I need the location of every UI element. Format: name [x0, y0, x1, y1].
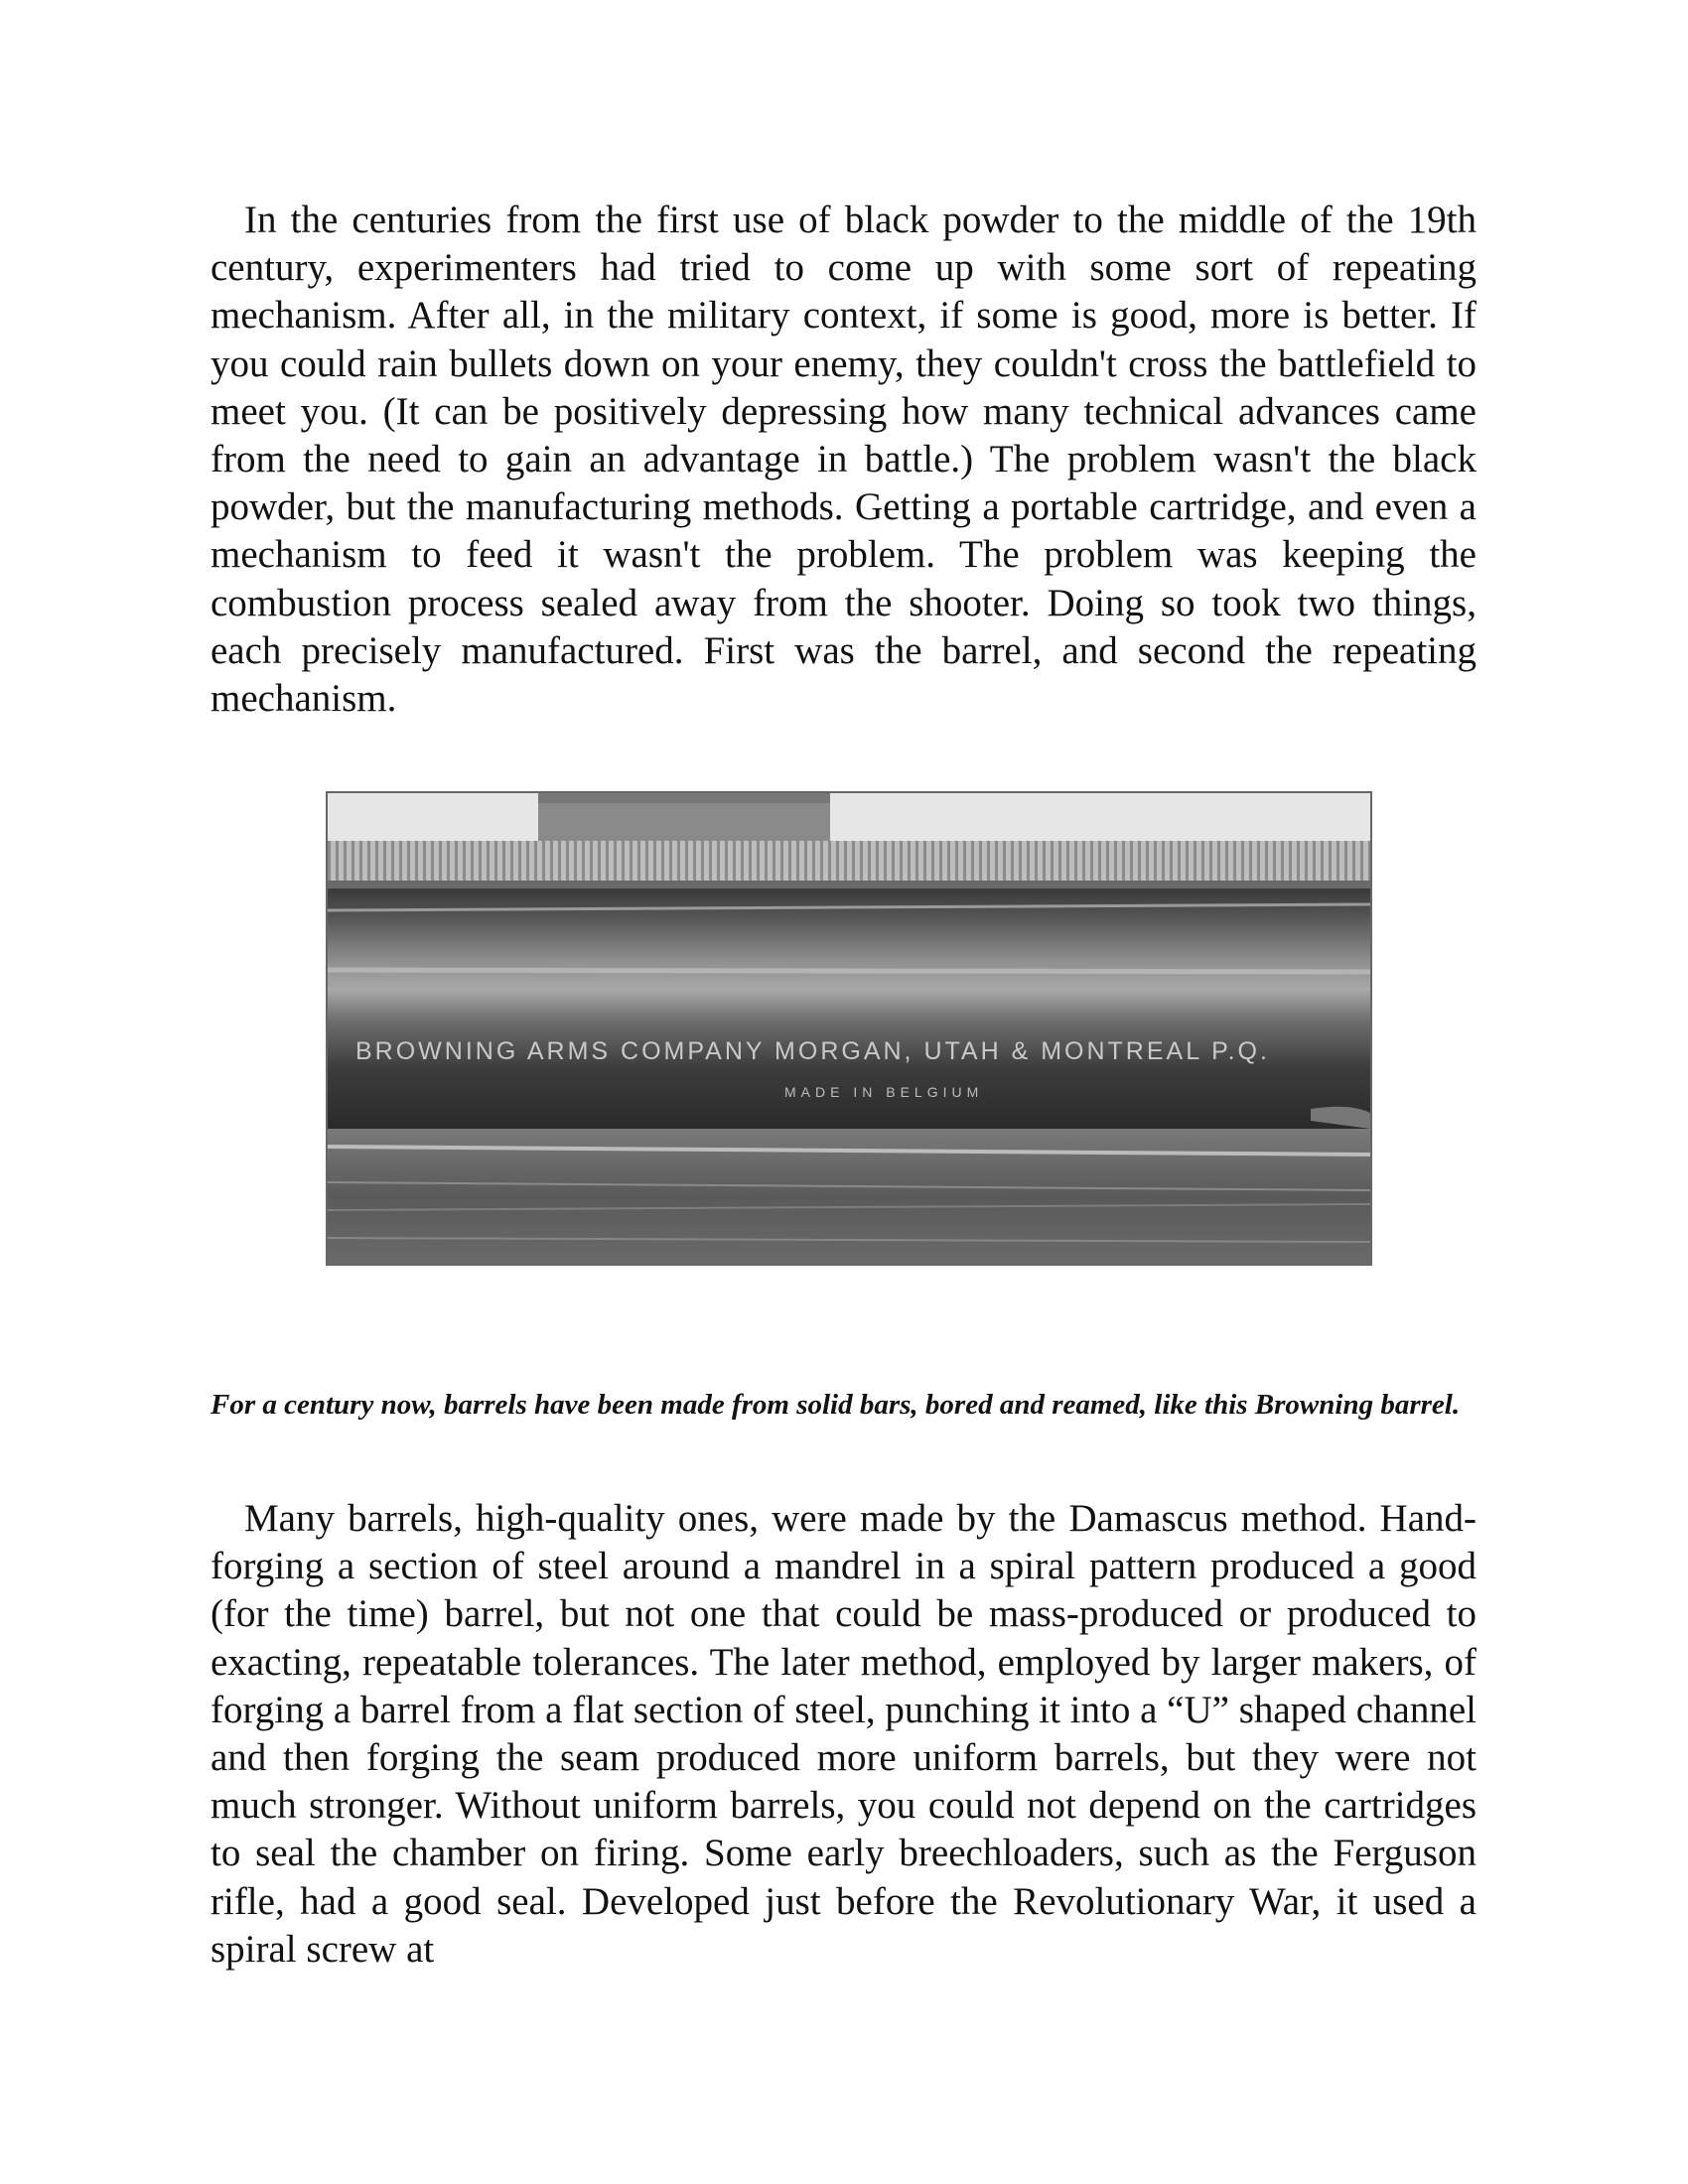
engraving-text-line-1: BROWNING ARMS COMPANY MORGAN, UTAH & MONTREAL P.Q. — [355, 1037, 1270, 1065]
engraving-text-line-2: MADE IN BELGIUM — [784, 1084, 984, 1100]
body-paragraph-1: In the centuries from the first use of black powder to the middle of the 19th century, experimenters had tried to come up with some sort of repeating mechanism. After all, in the military context, if some is good, more is better. If you could rain bullets down on your enemy, they couldn't cross the battlefield to meet you. (It can be positively depressing how many technical advances came from the need to gain an advantage in battle.) The problem wasn't the black powder, but the manufacturing methods. Getting a portable cartridge, and even a mechanism to feed it wasn't the problem. The problem was keeping the combustion process sealed away from the shooter. Doing so took two things, each precisely manufactured. First was the barrel, and second the repeating mechanism. — [211, 199, 1477, 721]
figure-caption: For a century now, barrels have been made from solid bars, bored and reamed, like this Browning barrel. — [211, 1389, 1461, 1421]
body-paragraph-2: Many barrels, high-quality ones, were made by the Damascus method. Hand-forging a section of steel around a mandrel in a spiral pattern produced a good (for the time) barrel, but not one that could be mass-produced or produced to exacting, repeatable tolerances. The later method, employed by larger makers, of forging a barrel from a flat section of steel, punching it into a “U” shaped channel and then forging the seam produced more uniform barrels, but they were not much stronger. Without uniform barrels, you could not depend on the cartridges to seal the chamber on firing. Some early breechloaders, such as the Ferguson rifle, had a good seal. Developed just before the Revolutionary War, it used a spiral screw at — [211, 1497, 1477, 1971]
barrel-photo-illustration — [328, 793, 1370, 1264]
browning-barrel-photo — [326, 791, 1372, 1266]
